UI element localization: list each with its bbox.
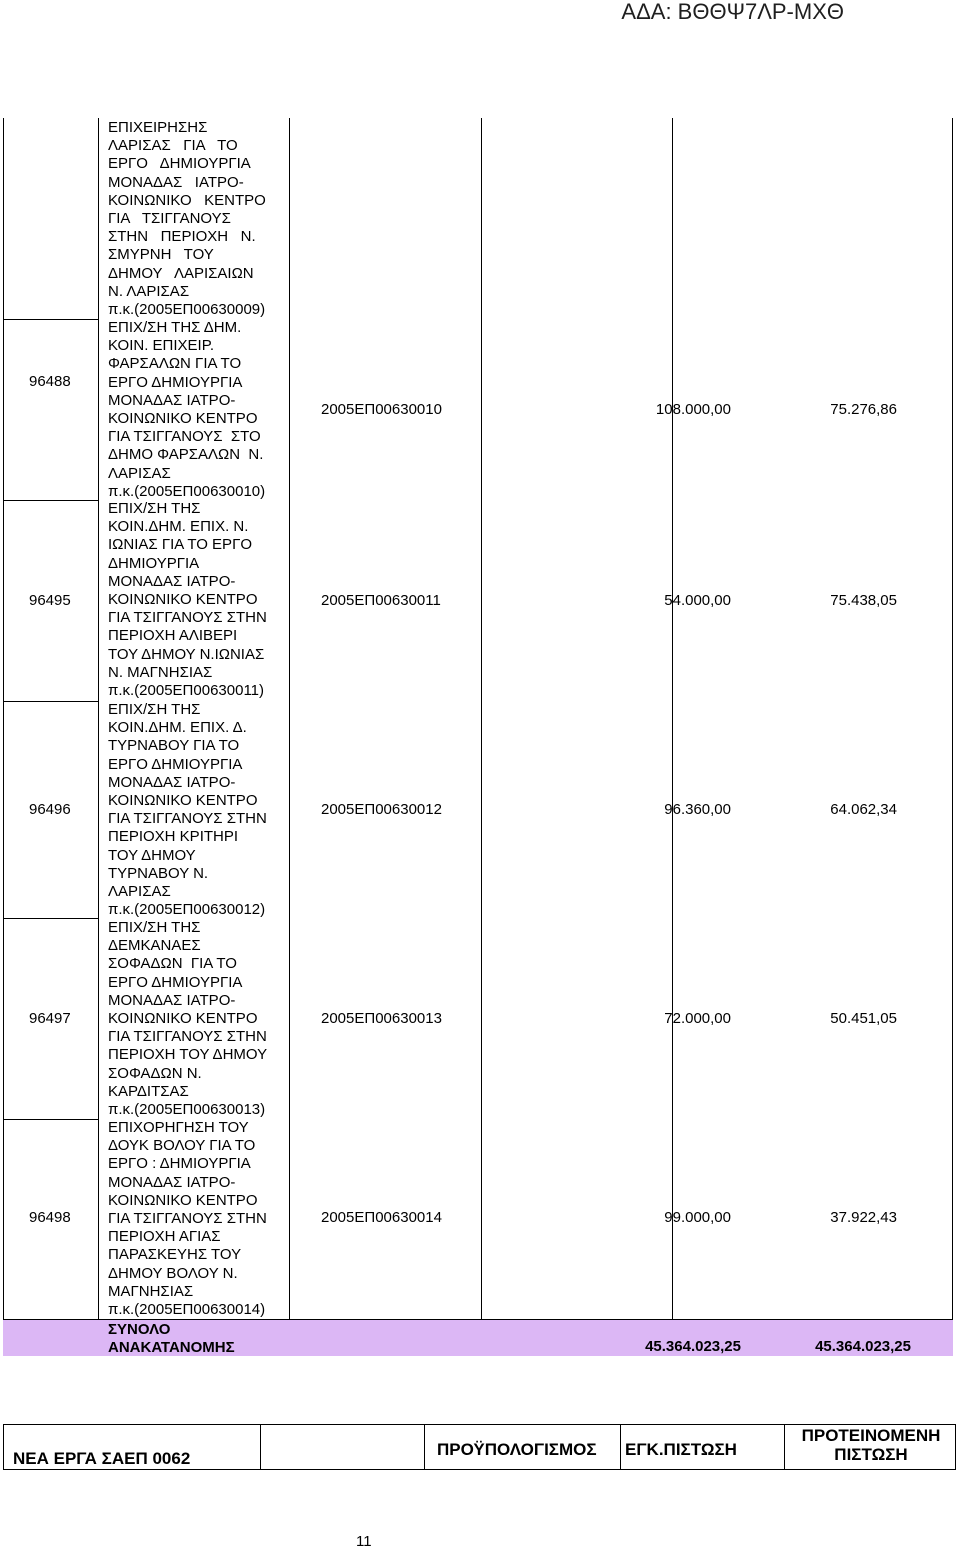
row-divider (3, 1119, 99, 1120)
project-budget: 108.000,00 (655, 401, 731, 418)
project-description: ΕΠΙΧ/ΣΗ ΤΗΣ ΔΗΜ. ΚΟΙΝ. ΕΠΙΧΕΙΡ. ΦΑΡΣΑΛΩΝ ΓΙΑ ΤΟ ΕΡΓΟ ΔΗΜΙΟΥΡΓΙΑ ΜΟΝΑΔΑΣ ΙΑΤΡΟ- ΚΟΙΝΩΝΙΚΟ ΚΕΝΤΡΟ ΓΙΑ ΤΣΙΓΓΑΝΟΥΣ ΣΤΟ ΔΗΜΟ ΦΑΡΣΑΛΩΝ Ν. ΛΑΡΙΣΑΣ π.κ.(2005ΕΠ00630010) (108, 319, 266, 500)
project-description: ΕΠΙΧ/ΣΗ ΤΗΣ ΚΟΙΝ.ΔΗΜ. ΕΠΙΧ. Δ. ΤΥΡΝΑΒΟΥ ΓΙΑ ΤΟ ΕΡΓΟ ΔΗΜΙΟΥΡΓΙΑ ΜΟΝΑΔΑΣ ΙΑΤΡΟ- ΚΟΙΝΩΝΙΚΟ ΚΕΝΤΡΟ ΓΙΑ ΤΣΙΓΓΑΝΟΥΣ ΣΤΗΝ ΠΕΡΙΟΧΗ ΚΡΙΤΗΡΙ ΤΟΥ ΔΗΜΟΥ ΤΥΡΝΑΒΟΥ Ν. ΛΑΡΙΣΑΣ π.κ.(2005ΕΠ00630012) (108, 701, 267, 919)
project-approved: 50.451,05 (830, 1010, 897, 1027)
project-description: ΕΠΙΧΕΙΡΗΣΗΣ ΛΑΡΙΣΑΣ ΓΙΑ ΤΟ ΕΡΓΟ ΔΗΜΙΟΥΡΓΙΑ ΜΟΝΑΔΑΣ ΙΑΤΡΟ- ΚΟΙΝΩΝΙΚΟ ΚΕΝΤΡΟ ΓΙΑ ΤΣΙΓΓΑΝΟΥΣ ΣΤΗΝ ΠΕΡΙΟΧΗ Ν. ΣΜΥΡΝΗ ΤΟΥ ΔΗΜΟΥ ΛΑΡΙΣΑΙΩΝ Ν. ΛΑΡΙΣΑΣ π.κ.(2005ΕΠ00630009) (108, 119, 266, 319)
row-divider (3, 701, 99, 702)
grid-line (481, 118, 482, 1320)
project-code: 2005ΕΠ00630010 (321, 401, 442, 418)
total-approved: 45.364.023,25 (815, 1338, 911, 1355)
grid-line (424, 1425, 425, 1469)
col-header-approved: ΕΓΚ.ΠΙΣΤΩΣΗ (625, 1440, 737, 1459)
row-divider (3, 918, 99, 919)
page-number: 11 (356, 1533, 372, 1550)
project-code: 2005ΕΠ00630014 (321, 1209, 442, 1226)
project-budget: 96.360,00 (664, 801, 731, 818)
project-budget: 54.000,00 (664, 592, 731, 609)
grid-line (289, 118, 290, 1320)
project-description: ΕΠΙΧΟΡΗΓΗΣΗ ΤΟΥ ΔΟΥΚ ΒΟΛΟΥ ΓΙΑ ΤΟ ΕΡΓΟ : ΔΗΜΙΟΥΡΓΙΑ ΜΟΝΑΔΑΣ ΙΑΤΡΟ- ΚΟΙΝΩΝΙΚΟ ΚΕΝΤΡΟ ΓΙΑ ΤΣΙΓΓΑΝΟΥΣ ΣΤΗΝ ΠΕΡΙΟΧΗ ΑΓΙΑΣ ΠΑΡΑΣΚΕΥΗΣ ΤΟΥ ΔΗΜΟΥ ΒΟΛΟΥ Ν. ΜΑΓΝΗΣΙΑΣ π.κ.(2005ΕΠ00630014) (108, 1119, 267, 1319)
grid-line (784, 1425, 785, 1469)
next-section-header (3, 1424, 956, 1470)
grid-line (620, 1425, 621, 1469)
row-divider (3, 500, 99, 501)
project-code: 2005ΕΠ00630013 (321, 1010, 442, 1027)
row-divider (3, 319, 99, 320)
grid-line (3, 118, 4, 1356)
project-budget: 99.000,00 (664, 1209, 731, 1226)
ada-code: ΑΔΑ: ΒΘΘΨ7ΛΡ-ΜΧΘ (621, 0, 844, 24)
grid-line (952, 118, 953, 1356)
project-id: 96488 (29, 373, 71, 390)
project-approved: 64.062,34 (830, 801, 897, 818)
project-code: 2005ΕΠ00630011 (321, 592, 441, 609)
project-approved: 75.438,05 (830, 592, 897, 609)
project-approved: 37.922,43 (830, 1209, 897, 1226)
projects-table (3, 118, 953, 1356)
project-approved: 75.276,86 (830, 401, 897, 418)
project-description: ΕΠΙΧ/ΣΗ ΤΗΣ ΚΟΙΝ.ΔΗΜ. ΕΠΙΧ. Ν. ΙΩΝΙΑΣ ΓΙΑ ΤΟ ΕΡΓΟ ΔΗΜΙΟΥΡΓΙΑ ΜΟΝΑΔΑΣ ΙΑΤΡΟ- ΚΟΙΝΩΝΙΚΟ ΚΕΝΤΡΟ ΓΙΑ ΤΣΙΓΓΑΝΟΥΣ ΣΤΗΝ ΠΕΡΙΟΧΗ ΑΛΙΒΕΡΙ ΤΟΥ ΔΗΜΟΥ Ν.ΙΩΝΙΑΣ Ν. ΜΑΓΝΗΣΙΑΣ π.κ.(2005ΕΠ00630011) (108, 500, 267, 700)
total-label: ΣΥΝΟΛΟ ΑΝΑΚΑΤΑΝΟΜΗΣ (108, 1321, 235, 1356)
project-code: 2005ΕΠ00630012 (321, 801, 442, 818)
col-header-proposed: ΠΡΟΤΕΙΝΟΜΕΝΗ ΠΙΣΤΩΣΗ (801, 1426, 941, 1464)
grid-line (98, 118, 99, 1356)
project-id: 96497 (29, 1010, 71, 1027)
project-budget: 72.000,00 (664, 1010, 731, 1027)
project-id: 96496 (29, 801, 71, 818)
project-id: 96498 (29, 1209, 71, 1226)
section-title: ΝΕΑ ΕΡΓΑ ΣΑΕΠ 0062 (13, 1449, 191, 1468)
total-row (3, 1320, 953, 1356)
col-header-budget: ΠΡΟΫΠΟΛΟΓΙΣΜΟΣ (437, 1440, 597, 1459)
project-description: ΕΠΙΧ/ΣΗ ΤΗΣ ΔΕΜΚΑΝΑΕΣ ΣΟΦΑΔΩΝ ΓΙΑ ΤΟ ΕΡΓΟ ΔΗΜΙΟΥΡΓΙΑ ΜΟΝΑΔΑΣ ΙΑΤΡΟ- ΚΟΙΝΩΝΙΚΟ ΚΕΝΤΡΟ ΓΙΑ ΤΣΙΓΓΑΝΟΥΣ ΣΤΗΝ ΠΕΡΙΟΧΗ ΤΟΥ ΔΗΜΟΥ ΣΟΦΑΔΩΝ Ν. ΚΑΡΔΙΤΣΑΣ π.κ.(2005ΕΠ00630013) (108, 919, 268, 1119)
project-id: 96495 (29, 592, 71, 609)
total-budget: 45.364.023,25 (645, 1338, 741, 1355)
grid-line (672, 118, 673, 1320)
grid-line (260, 1425, 261, 1469)
